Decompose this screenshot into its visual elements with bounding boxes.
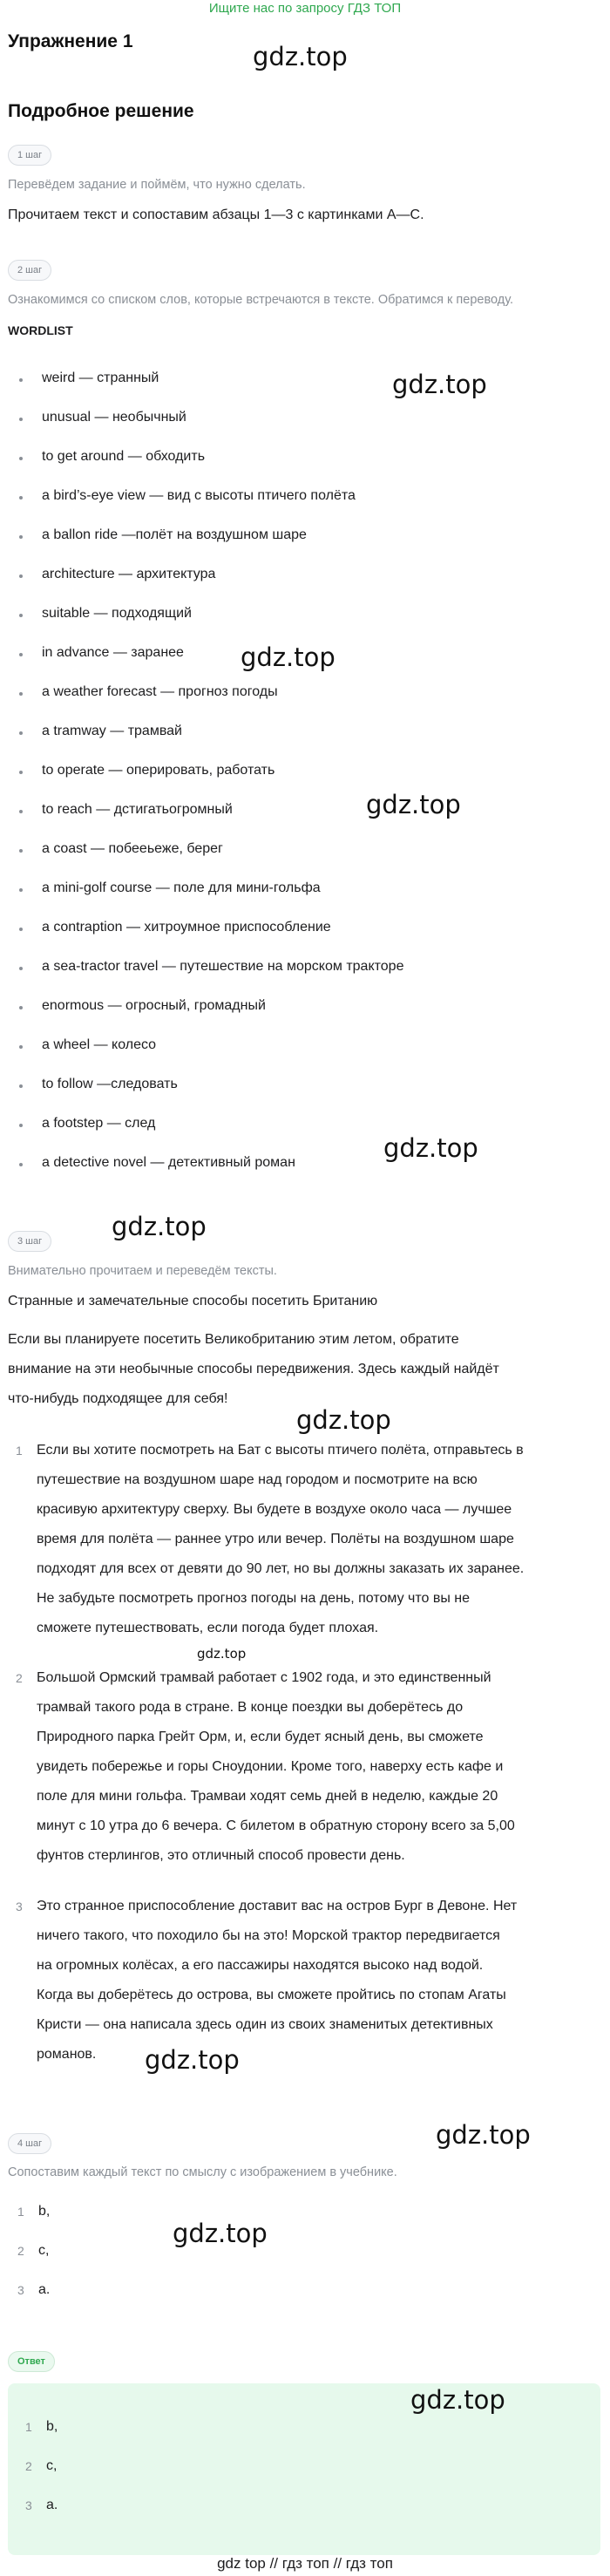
wordlist-item: a sea-tractor travel — путешествие на морском тракторе [19, 958, 403, 997]
text-item-1: 1 Если вы хотите посмотреть на Бат с высоты птичего полёта, отправьтесь в путешествие на воздушном шаре над городом и посмотрите на всю красивую архитектуру сверху. Вы будете в воздухе около часа — лучшее время для полёта — раннее утро или вечер. Полёты на воздушном шаре подходят для всех от девяти до 90 лет, но вы должны заказать их заранее. Не забудьте посмотреть прогноз погоды на день, потому что вы не сможете путешествовать, если погода будет плохая. [16, 1443, 525, 1635]
watermark: gdz.top [436, 2120, 531, 2150]
wordlist-item: unusual — необычный [19, 409, 403, 448]
answer-badge: Ответ [8, 2351, 55, 2372]
text-item-3: 3 Это странное приспособление доставит вас на остров Бург в Девоне. Нет ничего такого, что походило бы на это! Морской трактор передвигается на огромных колёсах, а его пассажиры находятся высоко над водой. Когда вы доберётесь до острова, вы сможете пройтись по стопам Агаты Кристи — она написала здесь один из своих знаменитых детективных романов. [16, 1899, 518, 2062]
answer-box [8, 2383, 600, 2555]
intro-paragraph: Если вы планируете посетить Великобританию этим летом, обратите внимание на эти необычные способы передвижения. Здесь каждый найдёт что-нибудь подходящее для себя! [8, 1332, 499, 1406]
list-item: 3 a. [17, 2282, 51, 2297]
list-item: 3 a. [25, 2498, 58, 2512]
step-4-answers [17, 2203, 50, 2321]
watermark: gdz.top [296, 1405, 391, 1435]
solution-heading: Подробное решение [8, 101, 194, 121]
wordlist-item: a tramway — трамвай [19, 723, 403, 762]
wordlist-item: a contraption — хитроумное приспособление [19, 919, 403, 958]
step-1-intro: Перевёдем задание и поймём, что нужно сделать. [8, 178, 306, 192]
wordlist-title: WORDLIST [8, 323, 73, 337]
watermark: gdz.top [197, 1646, 247, 1662]
wordlist-item: a footstep — след [19, 1115, 403, 1154]
watermark: gdz.top [383, 1133, 478, 1163]
exercise-title: Упражнение 1 [8, 31, 133, 51]
list-item: 1 b, [17, 2204, 51, 2219]
watermark: gdz.top [145, 2045, 240, 2075]
step-4-badge: 4 шаг [8, 2133, 51, 2154]
wordlist-item: suitable — подходящий [19, 605, 403, 644]
wordlist-item: in advance — заранее [19, 644, 403, 683]
wordlist-item: enormous — огросный, громадный [19, 997, 403, 1037]
wordlist-item: to follow —следовать [19, 1076, 403, 1115]
step-2-intro: Ознакомимся со списком слов, которые встречаются в тексте. Обратимся к переводу. [8, 293, 514, 307]
answer-list [25, 2418, 58, 2536]
wordlist-item: weird — странный [19, 370, 403, 409]
watermark: gdz.top [392, 370, 487, 399]
wordlist-item: a detective novel — детективный роман [19, 1154, 403, 1193]
watermark: gdz.top [253, 42, 348, 71]
wordlist-item: to get around — обходить [19, 448, 403, 487]
list-item: 1 b, [25, 2419, 58, 2434]
step-2-badge: 2 шаг [8, 260, 51, 281]
wordlist-item: a weather forecast — прогноз погоды [19, 683, 403, 723]
wordlist-item: to operate — оперировать, работать [19, 762, 403, 801]
wordlist-item: a mini-golf course — поле для мини-гольфа [19, 880, 403, 919]
list-item: 2 c, [25, 2458, 58, 2473]
wordlist-item: architecture — архитектура [19, 566, 403, 605]
watermark: gdz.top [173, 2219, 268, 2248]
step-3-badge: 3 шаг [8, 1231, 51, 1252]
wordlist-item: a coast — побееьеже, берег [19, 840, 403, 880]
step-1-badge: 1 шаг [8, 145, 51, 166]
watermark: gdz.top [366, 790, 461, 819]
step-1-text: Прочитаем текст и сопоставим абзацы 1—3 с картинками A—C. [8, 207, 424, 222]
text-heading: Странные и замечательные способы посетить Британию [8, 1294, 378, 1308]
text-item-2: 2 Большой Ормский трамвай работает с 1902 года, и это единственный трамвай такого рода в стране. В конце поездки вы доберётесь до Природного парка Грейт Орм, и, если будет ясный день, вы сможете увидеть побережье и горы Сноудонии. Кроме того, наверху есть кафе и поле для мини гольфа. Трамваи ходят семь дней в неделю, каждые 20 минут с 10 утра до 6 вечера. С билетом в обратную сторону всего за 5,00 фунтов стерлингов, это отличный способ провести день. [16, 1670, 515, 1863]
wordlist-item: a wheel — колесо [19, 1037, 403, 1076]
top-banner[interactable]: Ищите нас по запросу ГДЗ ТОП [208, 1, 402, 16]
watermark: gdz.top [241, 642, 336, 672]
wordlist-item: to reach — дстигатьогромный [19, 801, 403, 840]
watermark: gdz.top [112, 1212, 207, 1241]
watermark: gdz.top [410, 2385, 505, 2415]
wordlist-item: a ballon ride —полёт на воздушном шаре [19, 527, 403, 566]
step-3-intro: Внимательно прочитаем и переведём тексты. [8, 1264, 277, 1278]
step-4-intro: Сопоставим каждый текст по смыслу с изображением в учебнике. [8, 2165, 397, 2179]
wordlist-item: a bird’s-eye view — вид с высоты птичего полёта [19, 487, 403, 527]
wordlist [19, 370, 403, 1193]
list-item: 2 c, [17, 2243, 50, 2258]
footer-links[interactable]: gdz top // гдз топ // гдз топ [217, 2555, 393, 2572]
